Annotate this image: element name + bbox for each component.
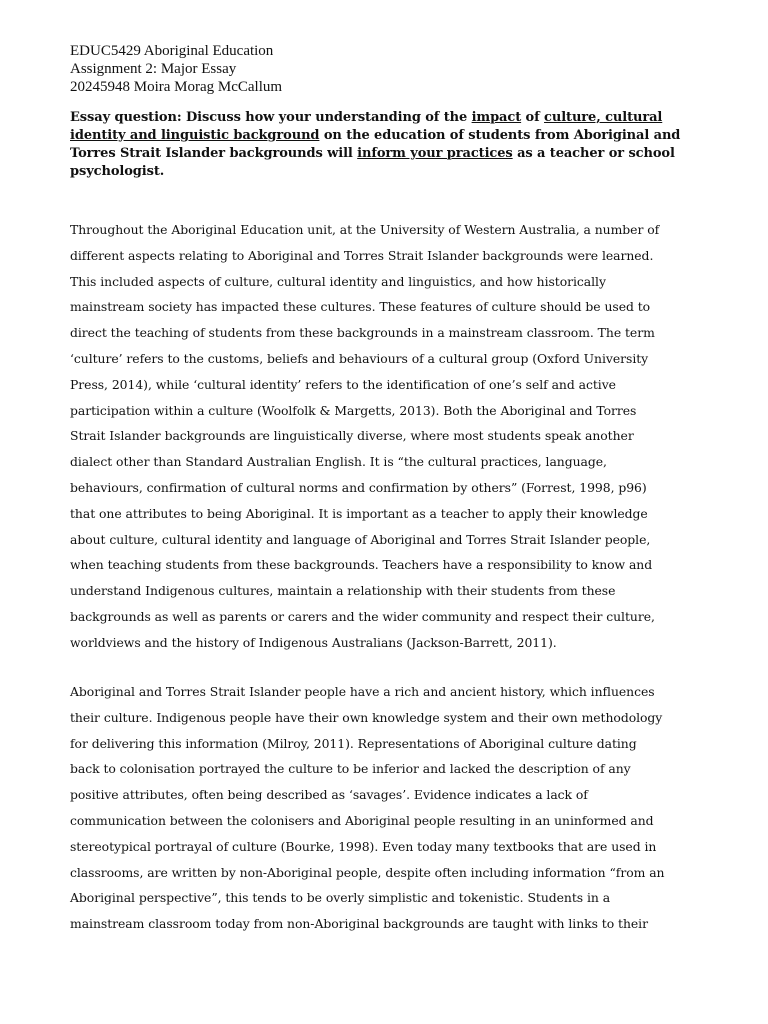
text-line: for delivering this information (Milroy, 2011). Representations of Aboriginal culture dating: [70, 735, 637, 751]
text-line: direct the teaching of students from these backgrounds in a mainstream classroom. The term: [70, 325, 655, 341]
question-text: on the education of students from Aboriginal and Torres Strait Islander backgrounds will: [70, 128, 681, 161]
text-line: participation within a culture (Woolfolk & Margetts, 2013). Both the Aboriginal and Torres: [70, 402, 637, 418]
text-line: mainstream classroom today from non-Aboriginal backgrounds are taught with links to their: [70, 916, 648, 932]
body-paragraph-2: [70, 679, 704, 937]
text-line: Press, 2014), while ‘cultural identity’ refers to the identification of one’s self and active: [70, 376, 616, 392]
text-line: behaviours, confirmation of cultural norms and confirmation by others” (Forrest, 1998, p96): [70, 479, 647, 495]
text-line: back to colonisation portrayed the culture to be inferior and lacked the description of any: [70, 761, 631, 777]
unit-line: EDUC5429 Aboriginal Education: [70, 43, 274, 59]
document-header: [70, 42, 710, 96]
text-line: when teaching students from these backgrounds. Teachers have a responsibility to know and: [70, 557, 653, 573]
text-line: Aboriginal perspective”, this tends to be overly simplistic and tokenistic. Students in a: [70, 890, 611, 906]
question-underline: impact: [471, 110, 522, 125]
text-line: ‘culture’ refers to the customs, beliefs and behaviours of a cultural group (Oxford University: [70, 350, 649, 366]
text-line: mainstream society has impacted these cultures. These features of culture should be used to: [70, 299, 651, 315]
text-line: dialect other than Standard Australian English. It is “the cultural practices, language,: [70, 454, 607, 470]
text-line: This included aspects of culture, cultural identity and linguistics, and how historically: [70, 273, 606, 289]
text-line: positive attributes, often being described as ‘savages’. Evidence indicates a lack of: [70, 787, 588, 803]
text-line: that one attributes to being Aboriginal. It is important as a teacher to apply their knowledge: [70, 505, 648, 521]
text-line: backgrounds as well as parents or carers and the wider community and respect their culture,: [70, 608, 655, 624]
essay-question: [70, 109, 704, 181]
question-text: Essay question: Discuss how your understanding of the: [70, 110, 472, 125]
text-line: Throughout the Aboriginal Education unit, at the University of Western Australia, a number of: [70, 222, 660, 237]
question-underline: inform your practices: [357, 146, 513, 161]
question-underline: culture, cultural identity and linguistic background: [70, 110, 663, 143]
text-line: different aspects relating to Aboriginal and Torres Strait Islander backgrounds were learned.: [70, 247, 654, 263]
text-line: stereotypical portrayal of culture (Bourke, 1998). Even today many textbooks that are used in: [70, 838, 657, 854]
question-text: of: [521, 110, 545, 125]
text-line: classrooms, are written by non-Aboriginal people, despite often including information “from an: [70, 864, 665, 880]
text-line: their culture. Indigenous people have their own knowledge system and their own methodology: [70, 709, 663, 725]
student-line: 20245948 Moira Morag McCallum: [70, 79, 283, 95]
text-line: about culture, cultural identity and language of Aboriginal and Torres Strait Islander people,: [70, 531, 651, 547]
text-line: worldviews and the history of Indigenous Australians (Jackson-Barrett, 2011).: [70, 634, 557, 650]
question-text: as a teacher or school psychologist.: [70, 146, 675, 179]
body-paragraph-1: [70, 217, 704, 656]
text-line: Aboriginal and Torres Strait Islander people have a rich and ancient history, which influences: [70, 684, 655, 699]
text-line: Strait Islander backgrounds are linguistically diverse, where most students speak another: [70, 428, 634, 444]
text-line: communication between the colonisers and Aboriginal people resulting in an uninformed and: [70, 812, 654, 828]
assignment-line: Assignment 2: Major Essay: [70, 61, 237, 77]
text-line: understand Indigenous cultures, maintain a relationship with their students from these: [70, 583, 616, 599]
